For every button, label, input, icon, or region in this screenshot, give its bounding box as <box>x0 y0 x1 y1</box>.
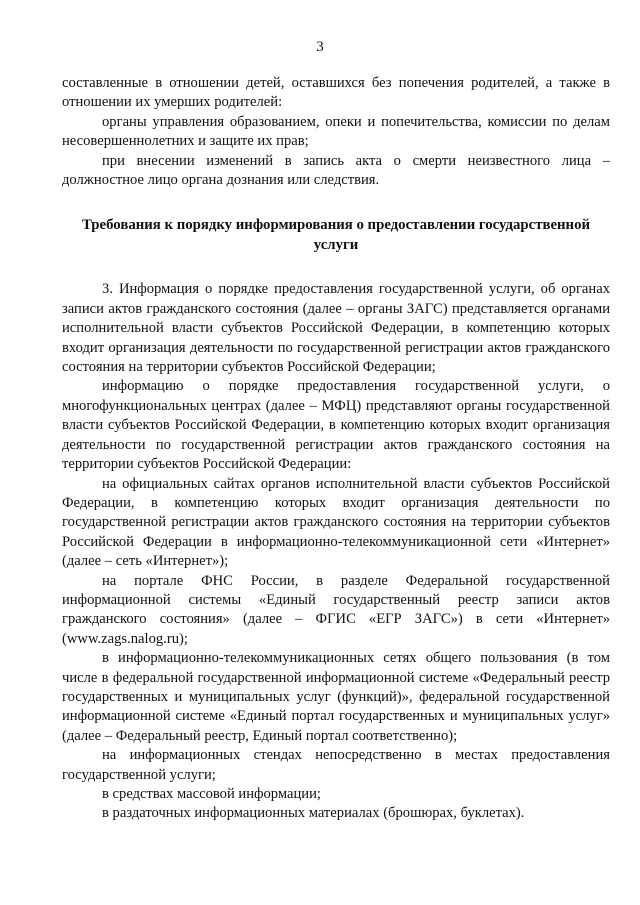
body-paragraph-5: в информационно-телекоммуникационных сетях общего пользования (в том числе в федеральной государственной информационной системе «Федеральный реестр государственных и муниципальных услуг (функций)», федеральной государственной информационной системе «Единый портал государственных и муниципальных услуг» (далее – Федеральный реестр, Единый портал соответственно); <box>62 650 610 744</box>
intro-paragraph-2: органы управления образованием, опеки и попечительства, комиссии по делам несовершеннолетних и защите их прав; <box>62 113 610 150</box>
body-paragraph-6: на информационных стендах непосредственно в местах предоставления государственной услуги; <box>62 747 610 783</box>
body-paragraph-3: на официальных сайтах органов исполнительной власти субъектов Российской Федерации, в компетенцию которых входит организация деятельности по государственной регистрации актов гражданского состояния на территории субъектов Российской Федерации в информационно-телекоммуникационной сети «Интернет» (далее – сеть «Интернет»); <box>62 475 610 570</box>
body-paragraph-1: 3. Информация о порядке предоставления государственной услуги, об органах записи актов гражданского состояния (далее – органы ЗАГС) представляется органами исполнительной власти субъектов Российской Федерации, в компетенцию которых входит организация деятельности по государственной регистрации актов гражданского состояния на территории субъектов Российской Федерации; <box>62 281 610 376</box>
intro-paragraph-3: при внесении изменений в запись акта о смерти неизвестного лица – должностное лицо органа дознания или следствия. <box>62 152 610 189</box>
intro-paragraph-1: составленные в отношении детей, оставшихся без попечения родителей, а также в отношении их умерших родителей: <box>62 75 610 111</box>
section-heading: Требования к порядку информирования о предоставлении государственной услуги <box>82 217 590 254</box>
page-number: 3 <box>316 39 324 55</box>
body-paragraph-7: в средствах массовой информации; <box>102 786 321 802</box>
body-paragraph-2: информацию о порядке предоставления государственной услуги, о многофункциональных центрах (далее – МФЦ) представляют органы государственной власти субъектов Российской Федерации, в компетенцию которых входит организация деятельности по государственной регистрации актов гражданского состояния на территории субъектов Российской Федерации: <box>62 378 610 473</box>
body-paragraph-8: в раздаточных информационных материалах (брошюрах, буклетах). <box>102 805 525 822</box>
body-paragraph-4: на портале ФНС России, в разделе Федеральной государственной информационной системы «Единый государственный реестр записи актов гражданского состояния» (далее – ФГИС «ЕГР ЗАГС») в сети «Интернет» (www.zags.nalog.ru); <box>62 572 610 647</box>
document-body <box>62 74 610 824</box>
